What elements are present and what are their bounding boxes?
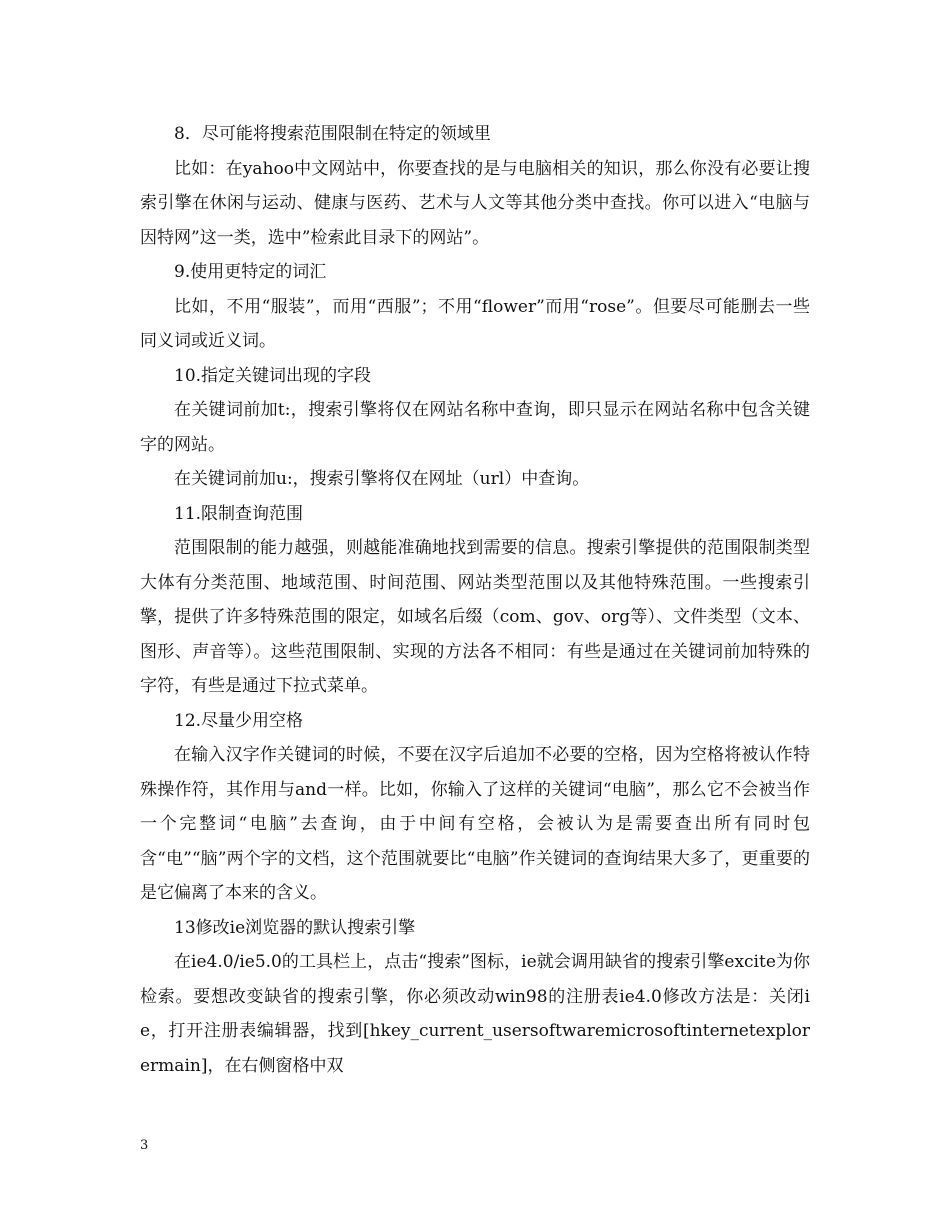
body-paragraph-13: 在ie4.0/ie5.0的工具栏上，点击“搜索”图标，ie就会调用缺省的搜索引擎excite为你检索。要想改变缺省的搜索引擎，你必须改动win98的注册表ie4.0修改方法是：关闭ie，打开注册表编辑器，找到[hkey_current_usersoftwaremicrosoftinternetexplorermain]，在右侧窗格中双 [140, 952, 810, 1076]
document-body [140, 117, 810, 1083]
body-paragraph-11: 范围限制的能力越强，则越能准确地找到需要的信息。搜索引擎提供的范围限制类型大体有分类范围、地域范围、时间范围、网站类型范围以及其他特殊范围。一些搜索引擎，提供了许多特殊范围的限定，如域名后缀（com、gov、org等）、文件类型（文本、图形、声音等）。这些范围限制、实现的方法各不相同：有些是通过在关键词前加特殊的字符，有些是通过下拉式菜单。 [140, 538, 810, 696]
section-heading-11: 11.限制查询范围 [174, 503, 304, 524]
body-paragraph-12: 在输入汉字作关键词的时候，不要在汉字后追加不必要的空格，因为空格将被认作特殊操作符，其作用与and一样。比如，你输入了这样的关键词“电脑”，那么它不会被当作一个完整词“电脑”去查询，由于中间有空格，会被认为是需要查出所有同时包含“电”“脑”两个字的文档，这个范围就要比“电脑”作关键词的查询结果大多了，更重要的是它偏离了本来的含义。 [140, 745, 810, 903]
body-paragraph-10b: 在关键词前加u:，搜索引擎将仅在网址（url）中查询。 [174, 469, 590, 489]
section-heading-10: 10.指定关键词出现的字段 [174, 365, 372, 386]
body-paragraph-8: 比如：在yahoo中文网站中，你要查找的是与电脑相关的知识，那么你没有必要让搜索引擎在休闲与运动、健康与医药、艺术与人文等其他分类中查找。你可以进入“电脑与因特网”这一类，选中”检索此目录下的网站”。 [140, 158, 810, 248]
section-heading-13: 13修改ie浏览器的默认搜索引擎 [174, 917, 416, 938]
section-heading-12: 12.尽量少用空格 [174, 710, 304, 731]
section-heading-8: 8．尽可能将搜索范围限制在特定的领域里 [174, 124, 491, 144]
page-number: 3 [140, 1138, 149, 1153]
body-paragraph-10a: 在关键词前加t:，搜索引擎将仅在网站名称中查询，即只显示在网站名称中包含关键字的网站。 [140, 400, 810, 455]
section-heading-9: 9.使用更特定的词汇 [174, 262, 327, 282]
body-paragraph-9: 比如，不用“服装”，而用“西服”；不用“flower”而用“rose”。但要尽可能删去一些同义词或近义词。 [140, 296, 810, 351]
